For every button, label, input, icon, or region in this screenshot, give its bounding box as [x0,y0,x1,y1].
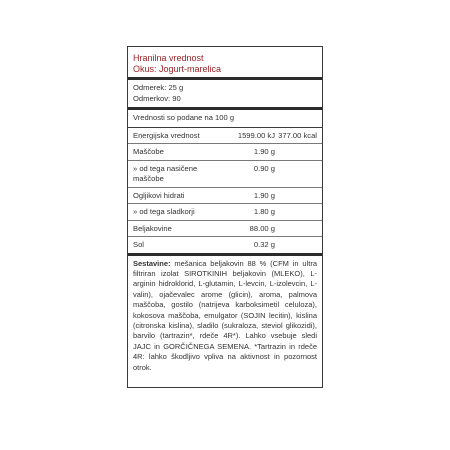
flavor-text: Okus: Jogurt-marelica [133,63,222,74]
nutrient-row-carbohydrates [128,188,322,205]
nutrient-value: 1.80 g [253,207,275,216]
nutrient-label: Ogljikovi hidrati [133,190,185,200]
nutrient-label: Energijska vrednost [133,130,200,140]
nutrient-table [128,128,322,256]
ingredients-body: mešanica beljakovin 88 % (CFM in ultra filtriran izolat SIROTKINIH beljakovin (MLEKO), L-arginin hidroklorid, L-glutamin, L-levcin, L-izolevcin, L-valin), ojačevalec arome (glicin), aroma, palmova maščoba, gostilo (natrijeva karboksimetil celuloza), kokosova maščoba, emulgator (SOJIN lecitin), kislina (citronska kislina), sladilo (sukraloza, steviol glikozidi), barvilo (tartrazin*, rdeče 4R*). Lahko vsebuje sledi JAJC in GORČIČNEGA SEMENA. *Tartrazin in rdeče 4R: lahko škodljivo vpliva na aktivnost in pozornost otrok. [133,258,317,372]
ingredients-heading: Sestavine: [133,258,171,268]
serving-info [128,80,322,110]
nutrient-row-fat [128,144,322,161]
nutrient-row-energy [128,128,322,145]
nutrient-row-sugars [128,204,322,221]
nutrient-label: Maščobe [133,147,164,156]
nutrient-label: Beljakovine [133,223,172,233]
nutrient-row-salt [128,237,322,253]
nutrition-label [127,46,323,388]
nutrient-value: 1.90 g [253,147,275,156]
label-title: Hranilna vrednost [133,53,204,63]
ingredients-text [128,256,322,376]
energy-kcal: 377.00 kcal [278,130,317,140]
nutrient-row-saturated-fat [128,161,322,188]
label-header [128,47,322,80]
nutrient-label: » od tega sladkorji [133,207,195,216]
nutrient-value: 0.90 g [253,163,275,173]
energy-kj: 1599.00 kJ [237,130,275,140]
per-100g-note: Vrednosti so podane na 100 g [128,110,322,128]
nutrient-value: 88.00 g [249,223,275,233]
nutrient-value: 1.90 g [253,190,275,200]
nutrient-label: Sol [133,240,144,249]
nutrient-value: 0.32 g [253,240,275,249]
serving-count: Odmerkov: 90 [133,93,181,103]
nutrient-label: » od tega nasičene maščobe [133,163,198,183]
serving-size: Odmerek: 25 g [133,83,184,92]
nutrient-row-protein [128,221,322,238]
